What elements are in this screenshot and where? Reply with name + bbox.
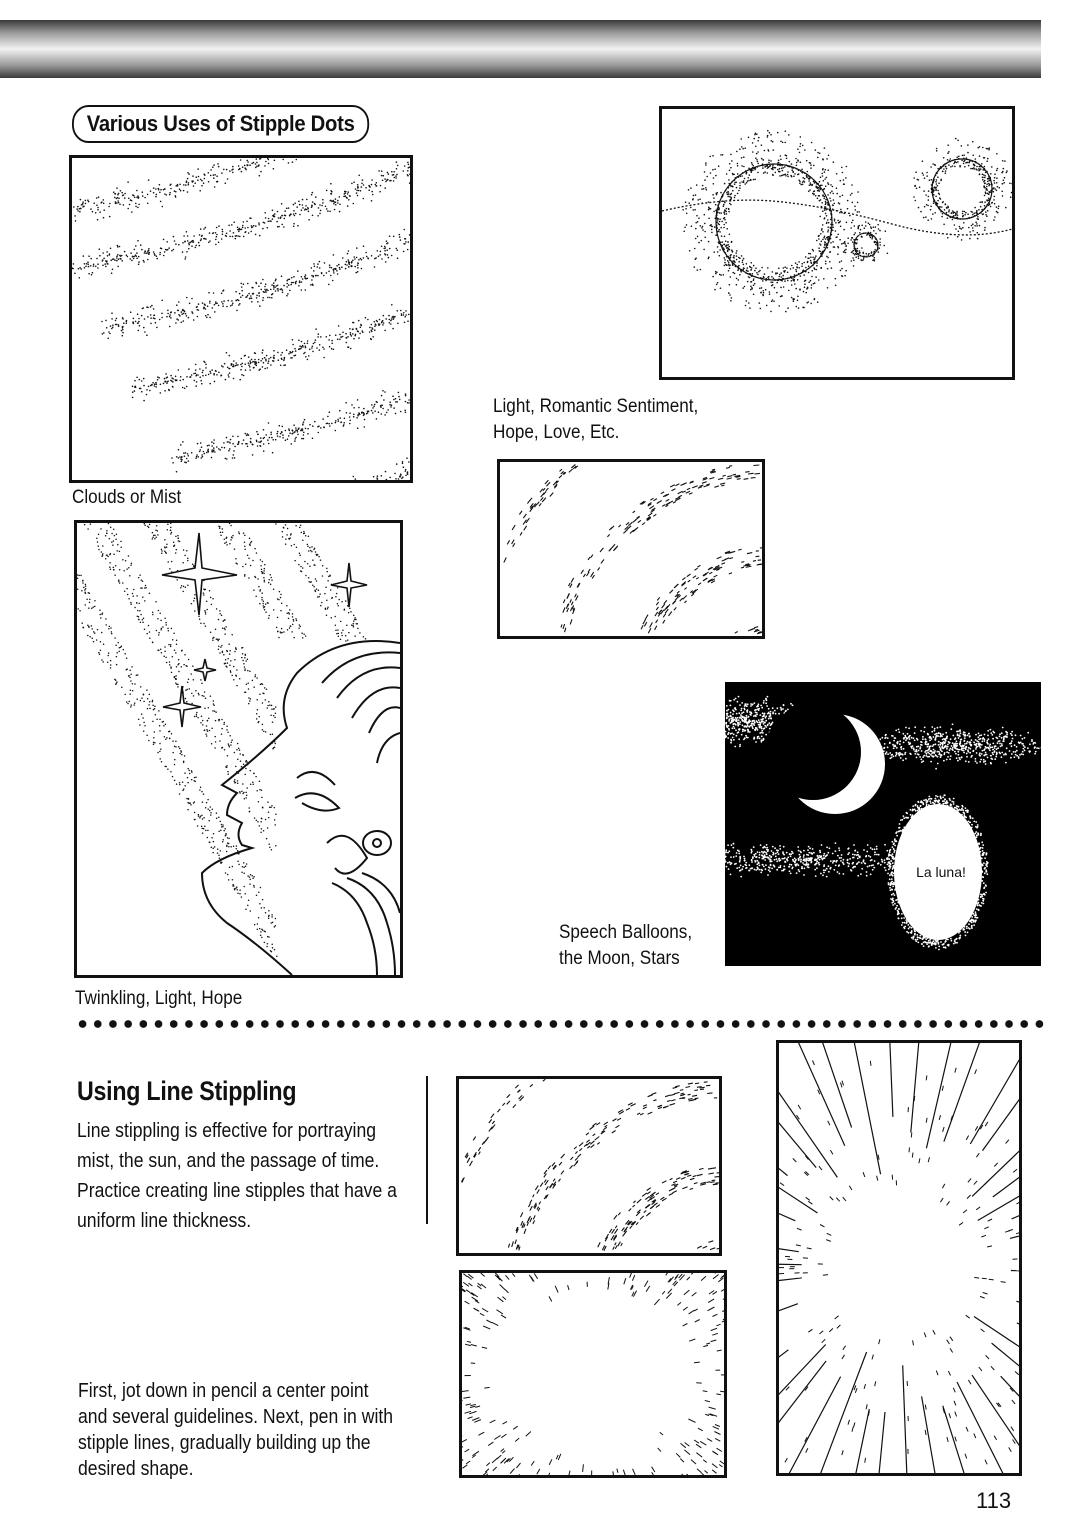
moon-panel xyxy=(725,682,1041,966)
dotted-divider xyxy=(75,1017,1050,1031)
moon-caption-line2: the Moon, Stars xyxy=(559,948,680,969)
moon-caption-line1: Speech Balloons, xyxy=(559,922,693,943)
line-stipple-arcs-illustration xyxy=(500,462,762,636)
steps-line: and several guidelines. Next, pen in with xyxy=(78,1406,394,1428)
intro-line: mist, the sun, and the passage of time. xyxy=(77,1150,380,1172)
line-stipple-arcs-illustration xyxy=(459,1079,719,1253)
vertical-rule xyxy=(426,1076,428,1224)
speech-balloon-text: La luna! xyxy=(916,864,966,880)
intro-line: Practice creating line stipples that have a xyxy=(77,1180,397,1202)
twinkling-girl-illustration xyxy=(77,523,400,975)
twinkling-caption: Twinkling, Light, Hope xyxy=(75,988,243,1009)
line-stipple-oval-illustration xyxy=(462,1273,724,1475)
steps-line: First, jot down in pencil a center point xyxy=(78,1380,369,1402)
intro-line: Line stippling is effective for portraying xyxy=(77,1120,377,1142)
steps-line: stipple lines, gradually building up the xyxy=(78,1432,371,1454)
page-number: 113 xyxy=(976,1488,1012,1513)
clouds-caption: Clouds or Mist xyxy=(72,487,182,508)
clouds-stipple-illustration xyxy=(72,158,410,480)
planets-caption-line2: Hope, Love, Etc. xyxy=(493,422,620,443)
line-stipple-burst-illustration xyxy=(779,1043,1019,1473)
clouds-panel xyxy=(69,155,413,483)
line-stipple-burst-panel xyxy=(776,1040,1022,1476)
planets-caption-line1: Light, Romantic Sentiment, xyxy=(493,396,699,417)
planets-stipple-illustration xyxy=(662,109,1012,377)
intro-line: uniform line thickness. xyxy=(77,1210,252,1232)
line-stippling-heading: Using Line Stippling xyxy=(77,1076,297,1106)
twinkling-panel xyxy=(74,520,403,978)
moon-night-illustration xyxy=(725,682,1041,966)
line-stippling-intro xyxy=(77,1116,441,1236)
steps-line: desired shape. xyxy=(78,1458,194,1480)
line-stipple-oval-panel xyxy=(459,1270,727,1478)
section-title: Various Uses of Stipple Dots xyxy=(72,105,369,143)
line-stipple-arcs-panel-small xyxy=(497,459,765,639)
planets-panel xyxy=(659,106,1015,380)
header-gradient-bar xyxy=(0,20,1041,78)
line-stippling-steps xyxy=(78,1378,436,1482)
line-stipple-arcs-panel xyxy=(456,1076,722,1256)
